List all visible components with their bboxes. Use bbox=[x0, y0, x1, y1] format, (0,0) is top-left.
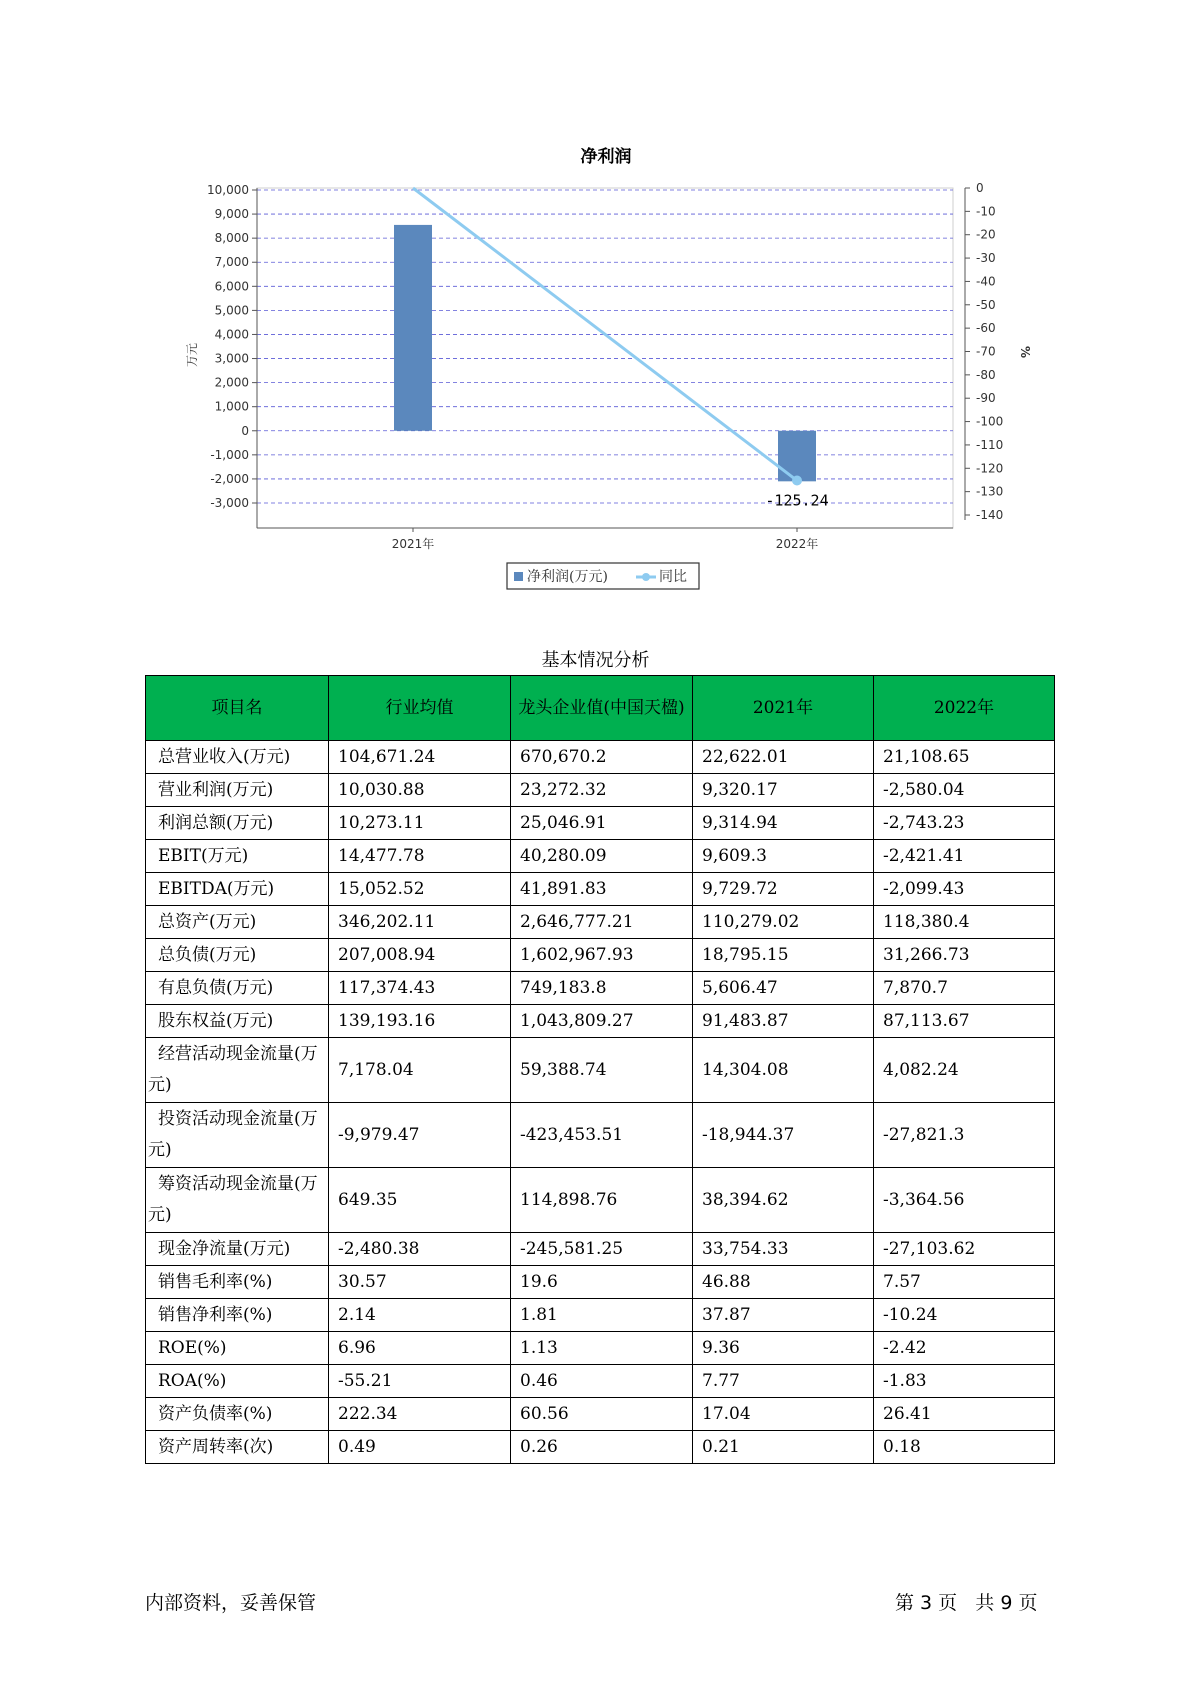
row-label-cell: 总营业收入(万元) bbox=[146, 741, 329, 774]
y-right-tick-label: -90 bbox=[976, 391, 996, 406]
table-cell: 6.96 bbox=[329, 1332, 511, 1365]
y-left-tick-label: 5,000 bbox=[214, 303, 249, 318]
table-cell: 0.21 bbox=[693, 1431, 874, 1464]
row-label-cell: ROA(%) bbox=[146, 1365, 329, 1398]
table-cell: 25,046.91 bbox=[511, 807, 693, 840]
table-row bbox=[146, 1332, 1055, 1365]
table-row bbox=[146, 1038, 1055, 1103]
row-label-cell: 总负债(万元) bbox=[146, 939, 329, 972]
table-row bbox=[146, 1365, 1055, 1398]
table-row bbox=[146, 972, 1055, 1005]
table-cell: 9,314.94 bbox=[693, 807, 874, 840]
table-row bbox=[146, 807, 1055, 840]
y-right-tick-label: -80 bbox=[976, 367, 996, 382]
table-row bbox=[146, 1398, 1055, 1431]
table-cell: -2,580.04 bbox=[874, 774, 1055, 807]
table-cell: 649.35 bbox=[329, 1168, 511, 1233]
y-left-tick-label: -3,000 bbox=[210, 496, 249, 510]
table-cell: 7,870.7 bbox=[874, 972, 1055, 1005]
y-right-tick-label: -50 bbox=[976, 297, 996, 312]
header-item-name: 项目名 bbox=[146, 676, 329, 741]
table-cell: 0.46 bbox=[511, 1365, 693, 1398]
row-label-cell: 投资活动现金流量(万元) bbox=[146, 1103, 329, 1168]
table-cell: 222.34 bbox=[329, 1398, 511, 1431]
table-cell: 46.88 bbox=[693, 1266, 874, 1299]
table-cell: 30.57 bbox=[329, 1266, 511, 1299]
basic-analysis-table bbox=[145, 675, 1055, 1464]
table-row bbox=[146, 741, 1055, 774]
plot-area bbox=[257, 188, 953, 528]
table-cell: -2.42 bbox=[874, 1332, 1055, 1365]
table-cell: 9.36 bbox=[693, 1332, 874, 1365]
table-cell: 110,279.02 bbox=[693, 906, 874, 939]
row-label-cell: 营业利润(万元) bbox=[146, 774, 329, 807]
table-cell: -10.24 bbox=[874, 1299, 1055, 1332]
table-row bbox=[146, 1005, 1055, 1038]
y-left-tick-label: 10,000 bbox=[207, 183, 249, 197]
y-right-tick-label: -40 bbox=[976, 274, 996, 289]
table-cell: 7,178.04 bbox=[329, 1038, 511, 1103]
y-left-tick-label: 3,000 bbox=[214, 351, 249, 366]
table-cell: 118,380.4 bbox=[874, 906, 1055, 939]
table-cell: 19.6 bbox=[511, 1266, 693, 1299]
y-left-tick-label: 1,000 bbox=[214, 399, 249, 414]
y-right-tick-label: -130 bbox=[976, 484, 1004, 499]
row-label-cell: EBIT(万元) bbox=[146, 840, 329, 873]
table-cell: -423,453.51 bbox=[511, 1103, 693, 1168]
net-profit-chart bbox=[0, 0, 1191, 600]
bar bbox=[394, 225, 432, 431]
y-right-tick-label: 0 bbox=[976, 181, 984, 195]
y-left-tick-label: 6,000 bbox=[214, 279, 249, 294]
legend-swatch-point bbox=[642, 573, 650, 581]
table-cell: -18,944.37 bbox=[693, 1103, 874, 1168]
table-cell: 7.57 bbox=[874, 1266, 1055, 1299]
table-cell: -3,364.56 bbox=[874, 1168, 1055, 1233]
table-cell: 670,670.2 bbox=[511, 741, 693, 774]
header-year-2022: 2022年 bbox=[874, 676, 1055, 741]
table-cell: -9,979.47 bbox=[329, 1103, 511, 1168]
y-right-tick-label: -120 bbox=[976, 461, 1004, 476]
table-cell: 10,273.11 bbox=[329, 807, 511, 840]
table-caption: 基本情况分析 bbox=[541, 650, 650, 671]
table-cell: 38,394.62 bbox=[693, 1168, 874, 1233]
row-label-cell: 资产周转率(次) bbox=[146, 1431, 329, 1464]
row-label-cell: 股东权益(万元) bbox=[146, 1005, 329, 1038]
y-right-tick-label: -70 bbox=[976, 344, 996, 359]
table-row bbox=[146, 840, 1055, 873]
table-cell: -55.21 bbox=[329, 1365, 511, 1398]
table-cell: 207,008.94 bbox=[329, 939, 511, 972]
row-label-cell: 筹资活动现金流量(万元) bbox=[146, 1168, 329, 1233]
table-cell: 23,272.32 bbox=[511, 774, 693, 807]
header-year-2021: 2021年 bbox=[693, 676, 874, 741]
table-cell: 87,113.67 bbox=[874, 1005, 1055, 1038]
line-point bbox=[792, 476, 802, 486]
y-left-tick-label: 2,000 bbox=[214, 375, 249, 390]
y-right-tick-label: -140 bbox=[976, 508, 1004, 522]
row-label-cell: 现金净流量(万元) bbox=[146, 1233, 329, 1266]
row-label-cell: 总资产(万元) bbox=[146, 906, 329, 939]
table-row bbox=[146, 1233, 1055, 1266]
legend-label-yoy: 同比 bbox=[659, 569, 687, 585]
row-label-cell: 利润总额(万元) bbox=[146, 807, 329, 840]
row-label-cell: 有息负债(万元) bbox=[146, 972, 329, 1005]
row-label-cell: 销售毛利率(%) bbox=[146, 1266, 329, 1299]
row-label-cell: EBITDA(万元) bbox=[146, 873, 329, 906]
table-cell: 0.26 bbox=[511, 1431, 693, 1464]
table-row bbox=[146, 1431, 1055, 1464]
y-right-tick-label: -30 bbox=[976, 251, 996, 266]
y-right-tick-label: -110 bbox=[976, 437, 1004, 452]
table-cell: 14,477.78 bbox=[329, 840, 511, 873]
table-row bbox=[146, 774, 1055, 807]
table-cell: 2.14 bbox=[329, 1299, 511, 1332]
row-label-cell: 经营活动现金流量(万元) bbox=[146, 1038, 329, 1103]
table-cell: 9,320.17 bbox=[693, 774, 874, 807]
table-cell: 17.04 bbox=[693, 1398, 874, 1431]
y-left-tick-label: -1,000 bbox=[210, 447, 249, 462]
table-cell: 18,795.15 bbox=[693, 939, 874, 972]
table-cell: 1,043,809.27 bbox=[511, 1005, 693, 1038]
table-cell: 91,483.87 bbox=[693, 1005, 874, 1038]
table-cell: 117,374.43 bbox=[329, 972, 511, 1005]
table-cell: 59,388.74 bbox=[511, 1038, 693, 1103]
table-cell: 0.18 bbox=[874, 1431, 1055, 1464]
row-label-cell: 资产负债率(%) bbox=[146, 1398, 329, 1431]
table-row bbox=[146, 1103, 1055, 1168]
x-tick-label: 2022年 bbox=[775, 537, 819, 551]
table-cell: 15,052.52 bbox=[329, 873, 511, 906]
table-cell: 41,891.83 bbox=[511, 873, 693, 906]
row-label-cell: ROE(%) bbox=[146, 1332, 329, 1365]
table-cell: -2,099.43 bbox=[874, 873, 1055, 906]
table-cell: 60.56 bbox=[511, 1398, 693, 1431]
table-row bbox=[146, 939, 1055, 972]
legend-swatch-bar bbox=[514, 572, 523, 581]
table-cell: 5,606.47 bbox=[693, 972, 874, 1005]
y-right-tick-label: -20 bbox=[976, 227, 996, 242]
y-left-tick-label: 9,000 bbox=[214, 207, 249, 222]
header-leader-value: 龙头企业值(中国天楹) bbox=[511, 676, 693, 741]
table-cell: 0.49 bbox=[329, 1431, 511, 1464]
footer-confidential-note: 内部资料，妥善保管 bbox=[145, 1592, 317, 1614]
table-cell: 7.77 bbox=[693, 1365, 874, 1398]
table-row bbox=[146, 906, 1055, 939]
table-cell: 21,108.65 bbox=[874, 741, 1055, 774]
table-cell: 14,304.08 bbox=[693, 1038, 874, 1103]
table-cell: 22,622.01 bbox=[693, 741, 874, 774]
legend-label-net-profit: 净利润(万元) bbox=[527, 569, 608, 585]
row-label-cell: 销售净利率(%) bbox=[146, 1299, 329, 1332]
y-right-tick-label: -60 bbox=[976, 321, 996, 336]
table-cell: 9,729.72 bbox=[693, 873, 874, 906]
y-right-axis-label: % bbox=[1018, 345, 1032, 359]
table-cell: -245,581.25 bbox=[511, 1233, 693, 1266]
table-header-row bbox=[146, 676, 1055, 741]
data-label: -125.24 bbox=[765, 491, 829, 510]
table-row bbox=[146, 1168, 1055, 1233]
table-cell: 114,898.76 bbox=[511, 1168, 693, 1233]
footer-page-number: 第 3 页 共 9 页 bbox=[895, 1592, 1038, 1614]
table-cell: 346,202.11 bbox=[329, 906, 511, 939]
table-cell: 9,609.3 bbox=[693, 840, 874, 873]
table-cell: -27,821.3 bbox=[874, 1103, 1055, 1168]
table-cell: -2,421.41 bbox=[874, 840, 1055, 873]
table-cell: 1,602,967.93 bbox=[511, 939, 693, 972]
table-cell: 31,266.73 bbox=[874, 939, 1055, 972]
table-cell: 749,183.8 bbox=[511, 972, 693, 1005]
table-row bbox=[146, 873, 1055, 906]
table-cell: -2,743.23 bbox=[874, 807, 1055, 840]
y-left-axis-label: 万元 bbox=[185, 342, 199, 368]
table-row bbox=[146, 1266, 1055, 1299]
bar bbox=[778, 431, 816, 482]
x-tick-label: 2021年 bbox=[391, 537, 435, 551]
table-cell: 1.81 bbox=[511, 1299, 693, 1332]
table-cell: 33,754.33 bbox=[693, 1233, 874, 1266]
table-cell: -1.83 bbox=[874, 1365, 1055, 1398]
y-left-tick-label: 0 bbox=[241, 423, 249, 438]
table-cell: 4,082.24 bbox=[874, 1038, 1055, 1103]
table-cell: 26.41 bbox=[874, 1398, 1055, 1431]
y-left-tick-label: 7,000 bbox=[214, 255, 249, 270]
header-industry-average: 行业均值 bbox=[329, 676, 511, 741]
y-right-tick-label: -100 bbox=[976, 414, 1004, 429]
table-cell: 10,030.88 bbox=[329, 774, 511, 807]
y-left-tick-label: -2,000 bbox=[210, 471, 249, 486]
table-cell: 104,671.24 bbox=[329, 741, 511, 774]
y-right-tick-label: -10 bbox=[976, 204, 996, 219]
table-cell: -2,480.38 bbox=[329, 1233, 511, 1266]
table-cell: 139,193.16 bbox=[329, 1005, 511, 1038]
y-left-tick-label: 4,000 bbox=[214, 327, 249, 342]
table-cell: 2,646,777.21 bbox=[511, 906, 693, 939]
table-row bbox=[146, 1299, 1055, 1332]
table-cell: -27,103.62 bbox=[874, 1233, 1055, 1266]
table-cell: 1.13 bbox=[511, 1332, 693, 1365]
table-cell: 40,280.09 bbox=[511, 840, 693, 873]
table-cell: 37.87 bbox=[693, 1299, 874, 1332]
chart-title: 净利润 bbox=[580, 147, 632, 167]
y-left-tick-label: 8,000 bbox=[214, 231, 249, 246]
